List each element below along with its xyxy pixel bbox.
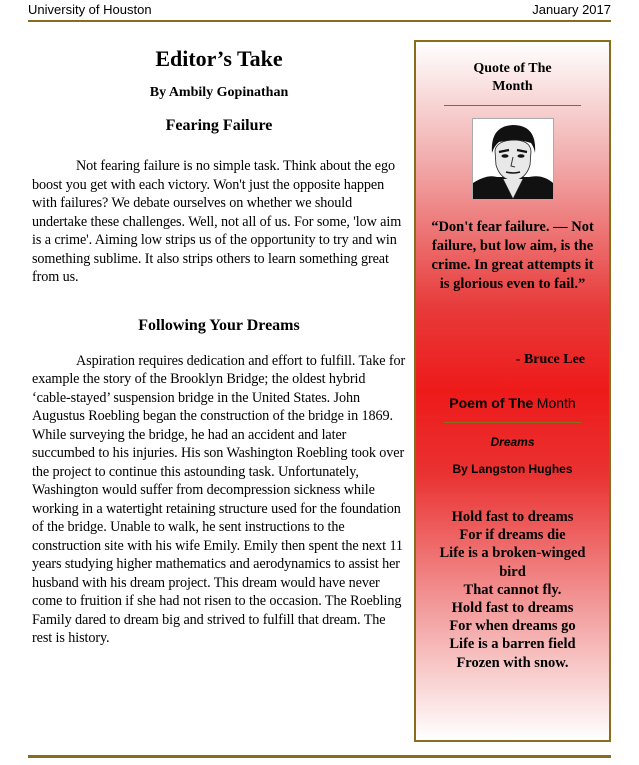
sidebar-divider xyxy=(444,105,581,106)
poem-heading-rest: Month xyxy=(536,395,576,411)
sidebar-divider xyxy=(444,422,581,423)
poem-line: Life is a barren field xyxy=(449,636,576,653)
portrait-icon xyxy=(473,119,553,199)
page-header xyxy=(28,2,611,19)
poem-line: That cannot fly. xyxy=(463,581,562,598)
issue-date: January 2017 xyxy=(532,2,611,17)
bruce-lee-portrait xyxy=(472,118,554,200)
sidebar-panel xyxy=(414,40,611,742)
poem-line: For when dreams go xyxy=(449,618,576,635)
main-column xyxy=(32,45,406,648)
quote-heading-line2: Month xyxy=(492,79,533,94)
poem-author: By Langston Hughes xyxy=(452,462,573,476)
quote-text: “Don't fear failure. — Not failure, but low aim, is the crime. In great attempts it is glorious even to fail.” xyxy=(431,219,594,292)
footer-rule xyxy=(28,755,611,758)
article-title: Editor’s Take xyxy=(155,46,283,71)
poem-line: Hold fast to dreams xyxy=(451,600,574,617)
section-body-fearing-failure: Not fearing failure is no simple task. Think about the ego boost you get with each victory. Won't just the opposite happen with failures? We debate ourselves on whether we should undertake these challenges. Well, not all of us. For some, 'low aim is a crime'. Aiming low strips us of the opportunity to try and win something sublime. It also strips others to learn something great from us. xyxy=(32,158,402,285)
poem-of-month-heading xyxy=(416,394,609,414)
section-heading-following-dreams: Following Your Dreams xyxy=(138,316,300,334)
article-byline: By Ambily Gopinathan xyxy=(149,85,289,100)
poem-line: For if dreams die xyxy=(459,527,566,544)
poem-line: Frozen with snow. xyxy=(456,654,569,671)
section-body-following-dreams: Aspiration requires dedication and effort to fulfill. Take for example the story of the Brooklyn Bridge; the oldest hybrid ‘cable-stayed’ suspension bridge in the United States. John Augustus Roebling began the construction of the bridge in 1869. While surveying the bridge, he had an accident and later succumbed to his injuries. His son Washington Roebling took over the project to continue this astounding task. Unfortunately, Washington would suffer from decompression sickness while working in a watertight retaining structure used for the foundation of the bridge. Unable to walk, he sent instructions to the construction site with his wife Emily. Emily then spent the next 11 years studying higher mathematics and aerodynamics to assist her husband with his dream project. This dream would have never come to fruition if she had not risen to the occasion. The Roebling Family dared to dream big and strived to fulfill that dream. The rest is history. xyxy=(32,352,406,646)
quote-heading-line1: Quote of The xyxy=(473,61,552,76)
section-heading-fearing-failure: Fearing Failure xyxy=(165,117,273,134)
institution-name: University of Houston xyxy=(28,2,152,17)
poem-line: Hold fast to dreams xyxy=(451,509,574,525)
poem-line: Life is a broken-winged bird xyxy=(439,545,586,580)
quote-of-month-heading xyxy=(416,60,609,96)
quote-attribution: - Bruce Lee xyxy=(515,352,585,367)
poem-heading-bold: Poem of The xyxy=(449,395,534,411)
poem-title: Dreams xyxy=(490,435,535,449)
header-rule xyxy=(28,20,611,22)
poem-text xyxy=(438,508,587,672)
